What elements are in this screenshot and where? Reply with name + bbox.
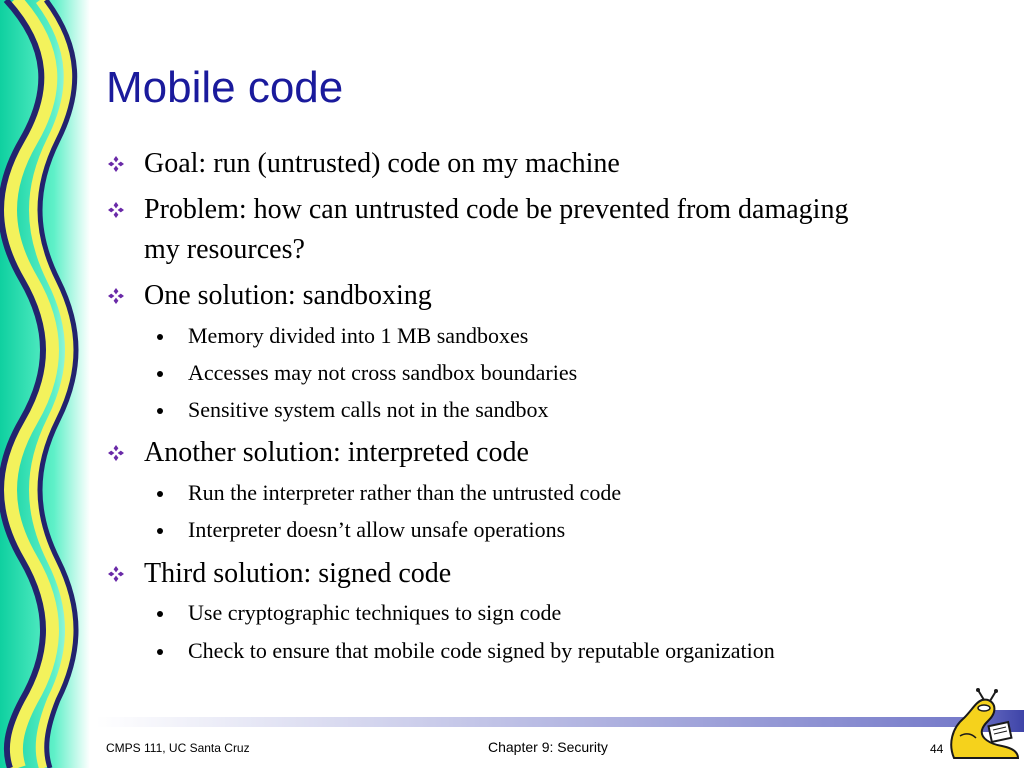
dot-icon [154,514,166,546]
dot-icon [154,477,166,509]
bullet-text: Goal: run (untrusted) code on my machine [144,148,620,179]
diamond-cluster-icon [106,190,126,230]
dot-icon [154,394,166,426]
diamond-cluster-icon [106,144,126,184]
footer-gradient-rule [96,717,1016,727]
bullet-text: Third solution: signed code [144,558,452,589]
sub-bullet-item [154,597,974,629]
slide-number: 44 [930,742,944,756]
bullet-item [106,433,886,473]
bullet-text: Problem: how can untrusted code be prevented from damaging my resources? [144,194,849,265]
sub-bullet-item [154,320,974,352]
bullet-text: One solution: sandboxing [144,280,432,311]
dot-icon [154,597,166,629]
footer-chapter: Chapter 9: Security [488,739,608,755]
sub-bullet-text: Check to ensure that mobile code signed by reputable organization [188,638,775,663]
sub-bullet-text: Interpreter doesn’t allow unsafe operations [188,517,566,542]
sub-bullet-item [154,514,974,546]
sub-bullet-text: Sensitive system calls not in the sandbox [188,397,549,422]
diamond-cluster-icon [106,554,126,594]
decorative-wave-border [0,0,90,768]
bullet-text: Another solution: interpreted code [144,437,529,468]
bullet-item [106,144,886,184]
footer-course: CMPS 111, UC Santa Cruz [106,741,250,755]
bullet-item [106,554,886,594]
diamond-cluster-icon [106,433,126,473]
slide-title: Mobile code [106,63,344,112]
sub-bullet-item [154,635,974,667]
bullet-item [106,276,886,316]
sub-bullet-text: Run the interpreter rather than the untrusted code [188,480,622,505]
dot-icon [154,320,166,352]
sub-bullet-item [154,477,974,509]
bullet-item [106,190,886,270]
sub-bullet-text: Memory divided into 1 MB sandboxes [188,323,529,348]
banana-slug-mascot-icon [946,688,1020,762]
diamond-cluster-icon [106,276,126,316]
sub-bullet-item [154,357,974,389]
sub-bullet-text: Accesses may not cross sandbox boundaries [188,360,578,385]
dot-icon [154,357,166,389]
sub-bullet-text: Use cryptographic techniques to sign code [188,600,562,625]
dot-icon [154,635,166,667]
sub-bullet-item [154,394,974,426]
